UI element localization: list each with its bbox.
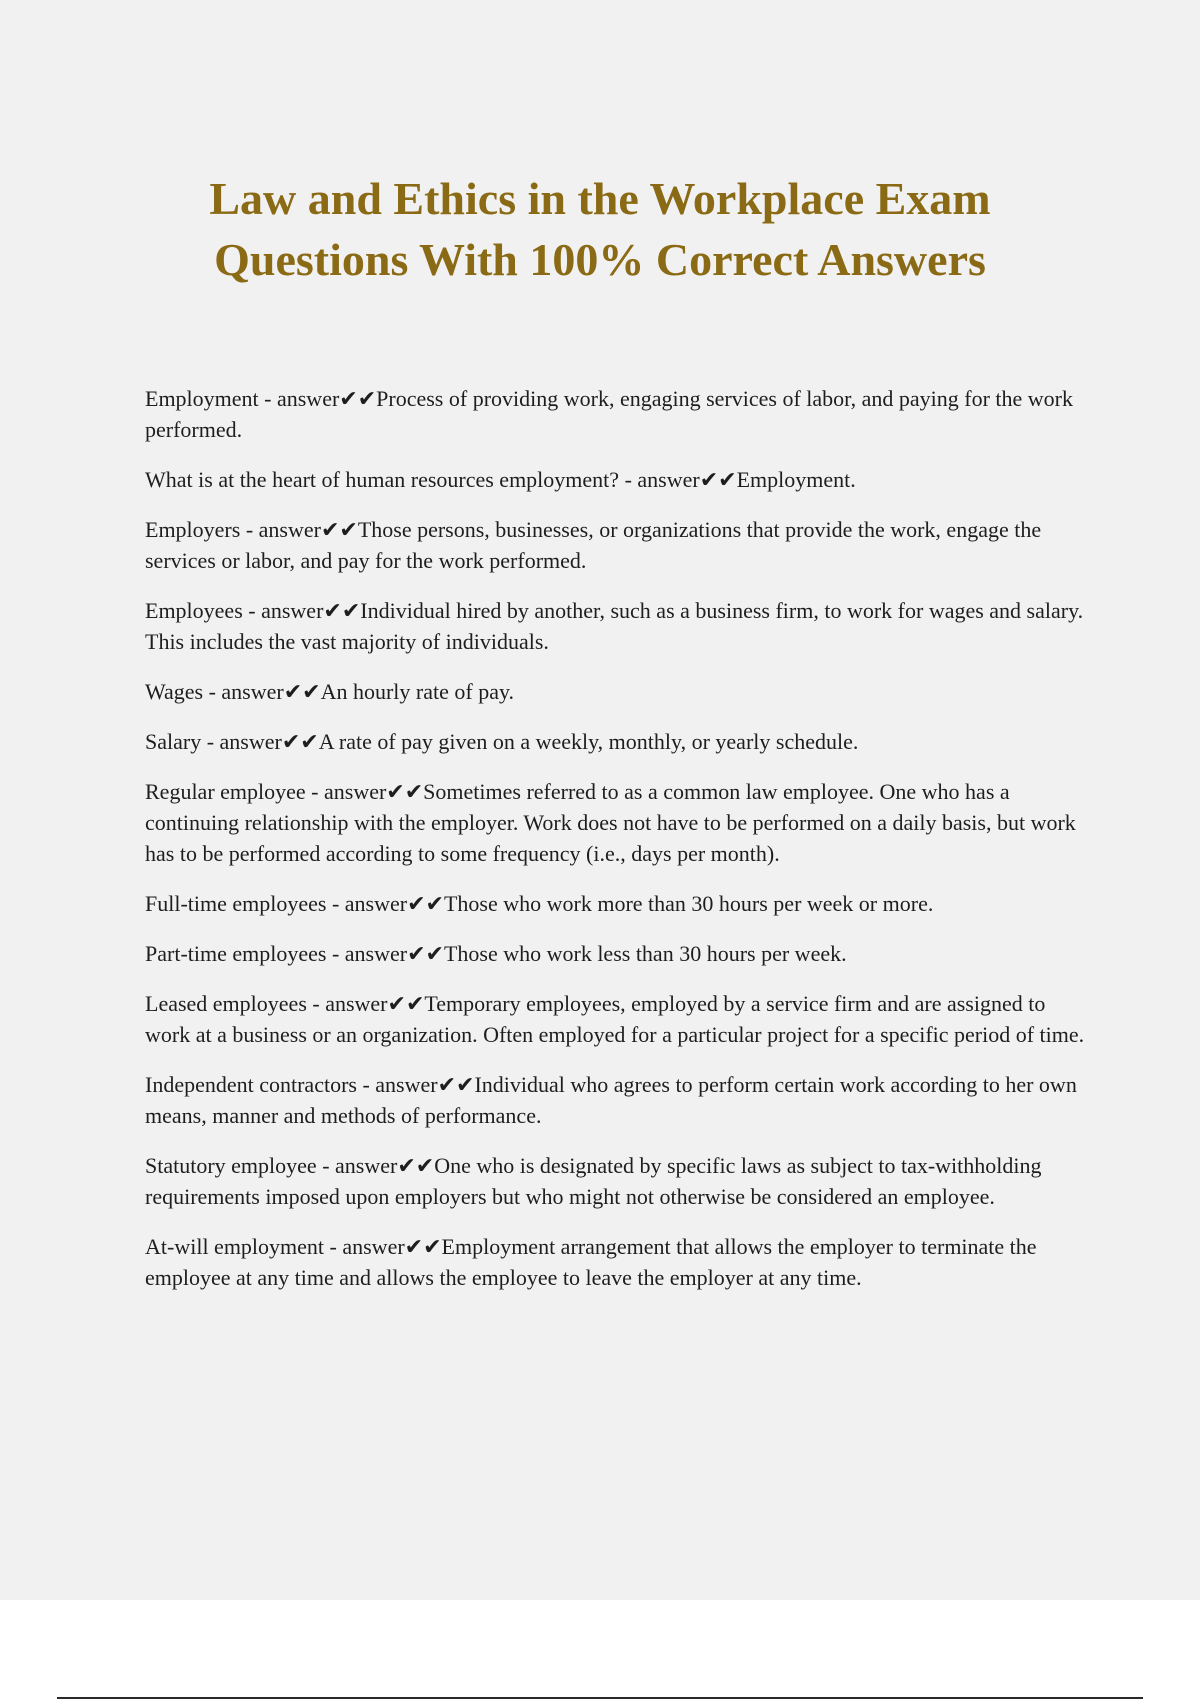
- qa-item: Full-time employees - answer✔✔Those who work more than 30 hours per week or more.: [145, 891, 934, 916]
- qa-answer: Individual hired by another, such as a business firm, to work for wages and salary. This includes the vast majority of individuals.: [145, 598, 1084, 654]
- footer-divider: [57, 1697, 1143, 1699]
- qa-answer: Those who work more than 30 hours per week or more.: [443, 891, 934, 916]
- qa-item: Independent contractors - answer✔✔Individual who agrees to perform certain work according to her own means, manner and methods of performance.: [145, 1072, 1077, 1128]
- answer-marker: answer✔✔: [344, 941, 444, 966]
- qa-term: Independent contractors: [145, 1072, 357, 1097]
- qa-item: Statutory employee - answer✔✔One who is designated by specific laws as subject to tax-withholding requirements imposed upon employers but who might not otherwise be considered an employee.: [145, 1153, 1042, 1209]
- answer-marker: answer✔✔: [261, 598, 361, 623]
- qa-term: Statutory employee: [145, 1153, 317, 1178]
- answer-marker: answer✔✔: [276, 386, 377, 411]
- title-line: Law and Ethics in the Workplace Exam: [209, 173, 991, 224]
- answer-marker: answer✔✔: [324, 779, 424, 804]
- qa-answer: An hourly rate of pay.: [320, 679, 515, 704]
- answer-marker: answer✔✔: [344, 891, 444, 916]
- qa-term: Salary: [145, 729, 202, 754]
- qa-item: Part-time employees - answer✔✔Those who work less than 30 hours per week.: [145, 941, 847, 966]
- answer-marker: answer✔✔: [325, 991, 425, 1016]
- qa-list: [145, 383, 1095, 1312]
- qa-item: Employees - answer✔✔Individual hired by another, such as a business firm, to work for wages and salary. This includes the vast majority of individuals.: [145, 598, 1084, 654]
- title-line: Questions With 100% Correct Answers: [214, 234, 986, 285]
- qa-answer: Those persons, businesses, or organizations that provide the work, engage the services or labor, and pay for the work performed.: [145, 517, 1042, 573]
- qa-answer: Individual who agrees to perform certain work according to her own means, manner and methods of performance.: [145, 1072, 1077, 1128]
- qa-answer: Process of providing work, engaging services of labor, and paying for the work performed.: [145, 386, 1073, 442]
- qa-answer: Employment arrangement that allows the employer to terminate the employee at any time and allows the employee to leave the employer at any time.: [145, 1234, 1037, 1290]
- qa-term: Employers: [145, 517, 241, 542]
- document-title: [100, 168, 1100, 290]
- qa-item: Employment - answer✔✔Process of providing work, engaging services of labor, and paying for the work performed.: [145, 386, 1073, 442]
- qa-term: Employees: [145, 598, 243, 623]
- qa-answer: A rate of pay given on a weekly, monthly, or yearly schedule.: [318, 729, 859, 754]
- qa-answer: One who is designated by specific laws as subject to tax-withholding requirements imposed upon employers but who might not otherwise be considered an employee.: [145, 1153, 1042, 1209]
- qa-item: Regular employee - answer✔✔Sometimes referred to as a common law employee. One who has a continuing relationship with the employer. Work does not have to be performed on a daily basis, but work has to be performed according to some frequency (i.e., days per month).: [145, 779, 1076, 866]
- answer-marker: answer✔✔: [219, 729, 319, 754]
- answer-marker: answer✔✔: [342, 1234, 442, 1259]
- qa-term: Regular employee: [145, 779, 306, 804]
- qa-answer: Employment.: [736, 467, 856, 492]
- qa-answer: Sometimes referred to as a common law employee. One who has a continuing relationship with the employer. Work does not have to be performed on a daily basis, but work has to be performed according to some frequency (i.e., days per month).: [145, 779, 1076, 866]
- answer-marker: answer✔✔: [637, 467, 737, 492]
- qa-term: Full-time employees: [145, 891, 327, 916]
- qa-item: Wages - answer✔✔An hourly rate of pay.: [145, 679, 515, 704]
- qa-term: Leased employees: [145, 991, 307, 1016]
- qa-term: Employment: [145, 386, 259, 411]
- qa-term: Wages: [145, 679, 204, 704]
- qa-item: Employers - answer✔✔Those persons, businesses, or organizations that provide the work, engage the services or labor, and pay for the work performed.: [145, 517, 1042, 573]
- qa-item: At-will employment - answer✔✔Employment arrangement that allows the employer to terminate the employee at any time and allows the employee to leave the employer at any time.: [145, 1234, 1037, 1290]
- answer-marker: answer✔✔: [375, 1072, 475, 1097]
- qa-answer: Temporary employees, employed by a service firm and are assigned to work at a business or an organization. Often employed for a particular project for a specific period of time.: [145, 991, 1085, 1047]
- qa-term: At-will employment: [145, 1234, 325, 1259]
- qa-term: What is at the heart of human resources employment?: [145, 467, 620, 492]
- qa-answer: Those who work less than 30 hours per week.: [443, 941, 847, 966]
- qa-item: Leased employees - answer✔✔Temporary employees, employed by a service firm and are assigned to work at a business or an organization. Often employed for a particular project for a specific period of time.: [145, 991, 1085, 1047]
- qa-item: What is at the heart of human resources employment? - answer✔✔Employment.: [145, 467, 856, 492]
- qa-term: Part-time employees: [145, 941, 327, 966]
- answer-marker: answer✔✔: [335, 1153, 435, 1178]
- answer-marker: answer✔✔: [221, 679, 321, 704]
- qa-item: Salary - answer✔✔A rate of pay given on a weekly, monthly, or yearly schedule.: [145, 729, 859, 754]
- answer-marker: answer✔✔: [258, 517, 358, 542]
